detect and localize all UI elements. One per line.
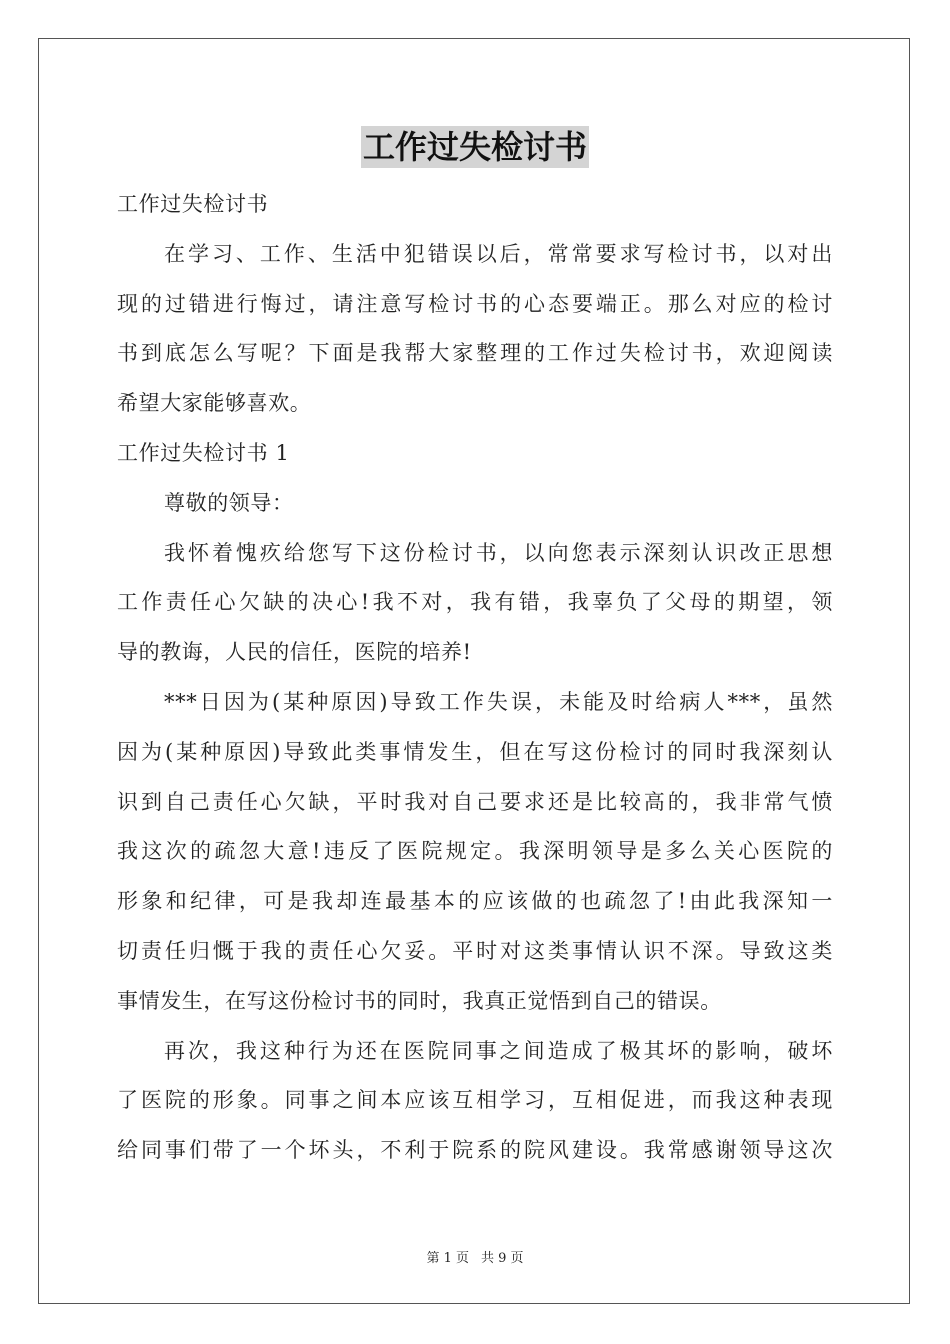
text-line: 再次，我这种行为还在医院同事之间造成了极其坏的影响，破坏 [164, 1038, 833, 1063]
text-line: 工作过失检讨书 [117, 192, 269, 216]
text-line: 现的过错进行悔过，请注意写检讨书的心态要端正。那么对应的检讨 [117, 291, 833, 316]
text-line: 识到自己责任心欠缺，平时我对自己要求还是比较高的，我非常气愤 [117, 789, 833, 814]
text-line: 书到底怎么写呢？下面是我帮大家整理的工作过失检讨书，欢迎阅读 [117, 341, 833, 366]
text-line: 工作责任心欠缺的决心!我不对，我有错，我辜负了父母的期望，领 [117, 590, 833, 615]
title-container [0, 126, 950, 168]
text-line: 我怀着愧疚给您写下这份检讨书，以向您表示深刻认识改正思想 [164, 540, 833, 565]
text-line: 工作过失检讨书 1 [117, 440, 290, 465]
text-line: 因为(某种原因)导致此类事情发生，但在写这份检讨的同时我深刻认 [117, 739, 833, 764]
text-line: 在学习、工作、生活中犯错误以后，常常要求写检讨书，以对出 [164, 241, 833, 266]
text-line: 我这次的疏忽大意!违反了医院规定。我深明领导是多么关心医院的 [117, 839, 833, 864]
page-total: 共 9 页 [481, 1251, 524, 1266]
page-footer [0, 1247, 950, 1266]
text-line: 希望大家能够喜欢。 [117, 391, 312, 416]
document-body [117, 180, 833, 1176]
text-line: 形象和纪律，可是我却连最基本的应该做的也疏忽了!由此我深知一 [117, 889, 833, 914]
text-line: 切责任归慨于我的责任心欠妥。平时对这类事情认识不深。导致这类 [117, 938, 833, 963]
text-line: 尊敬的领导： [164, 490, 294, 515]
text-line: 了医院的形象。同事之间本应该互相学习，互相促进，而我这种表现 [117, 1088, 833, 1113]
text-line: ***日因为(某种原因)导致工作失误，未能及时给病人***，虽然 [164, 689, 833, 714]
text-line: 导的教诲，人民的信任，医院的培养! [117, 640, 472, 665]
page-number: 第 1 页 [426, 1251, 469, 1266]
document-title: 工作过失检讨书 [362, 128, 587, 166]
text-line: 事情发生，在写这份检讨书的同时，我真正觉悟到自己的错误。 [117, 988, 722, 1013]
text-line: 给同事们带了一个坏头，不利于院系的院风建设。我常感谢领导这次 [117, 1138, 833, 1163]
